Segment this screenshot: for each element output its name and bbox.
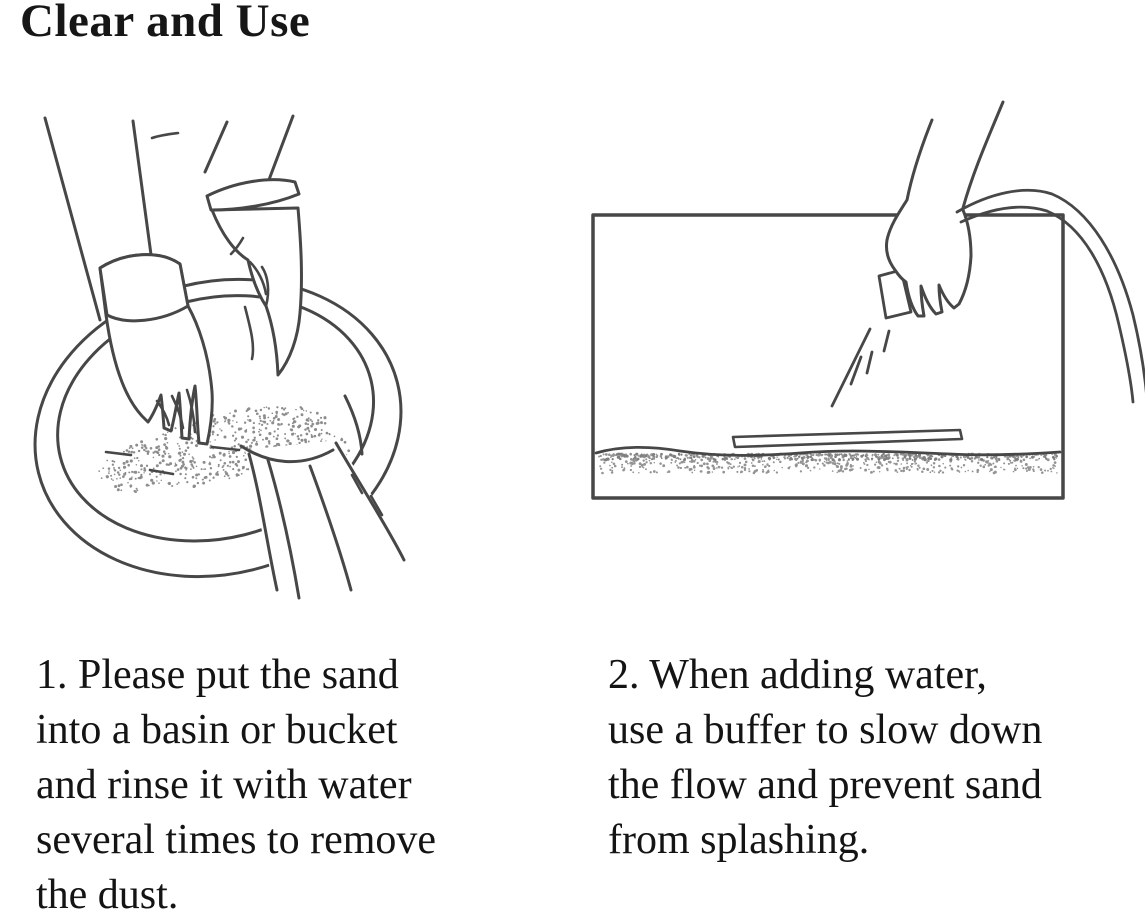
left-glove-cuff [100, 255, 188, 321]
caption-line: the flow and prevent sand [608, 762, 1042, 808]
page-title: Clear and Use [20, 0, 311, 47]
figure-add-water-to-tank [550, 90, 1145, 510]
caption-line: the dust. [36, 872, 179, 918]
caption-line: and rinse it with water [36, 762, 412, 808]
right-glove-cuff [207, 180, 299, 210]
basin-illustration [15, 98, 475, 603]
figure-wash-sand-in-basin [15, 98, 475, 603]
tank-illustration [550, 90, 1145, 510]
step-2-caption [608, 648, 1042, 868]
step-1-caption [36, 648, 436, 923]
caption-line: 2. When adding water, [608, 652, 987, 698]
caption-line: use a buffer to slow down [608, 707, 1043, 753]
caption-line: into a basin or bucket [36, 707, 398, 753]
caption-line: several times to remove [36, 817, 437, 863]
caption-line: 1. Please put the sand [36, 652, 399, 698]
caption-line: from splashing. [608, 817, 870, 863]
